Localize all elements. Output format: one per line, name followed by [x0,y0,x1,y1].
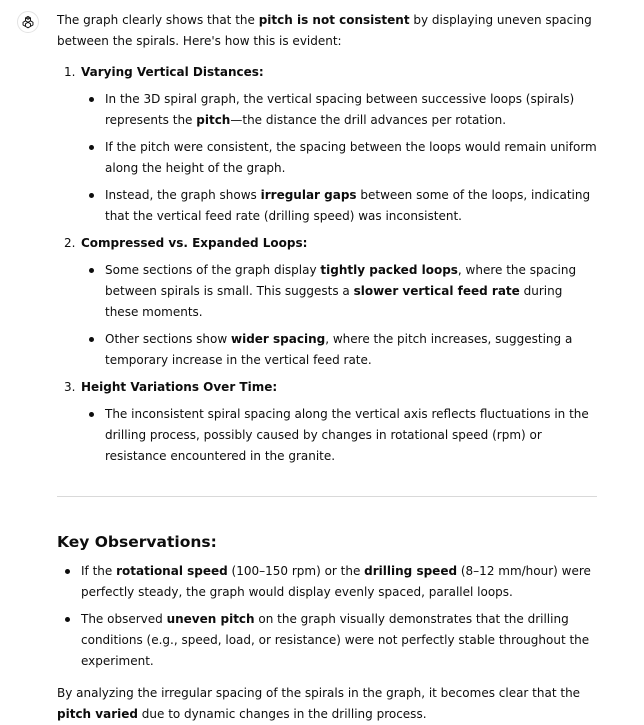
bullet-item: If the rotational speed (100–150 rpm) or the drilling speed (8–12 mm/hour) were perfectly steady, the graph would display evenly spaced, parallel loops. [57,561,597,603]
assistant-avatar [17,11,39,33]
bullet-item: In the 3D spiral graph, the vertical spacing between successive loops (spirals) represents the pitch—the distance the drill advances per rotation. [81,89,597,131]
evidence-item-2 [57,233,597,371]
closing-paragraph: By analyzing the irregular spacing of the spirals in the graph, it becomes clear that the pitch varied due to dynamic changes in the drilling process. [57,686,581,721]
key-observations-heading: Key Observations: [57,533,217,551]
bullet-item: The observed uneven pitch on the graph visually demonstrates that the drilling conditions (e.g., speed, load, or resistance) were not perfectly stable throughout the experiment. [57,609,597,672]
bullet-item: Other sections show wider spacing, where the pitch increases, suggesting a temporary increase in the vertical feed rate. [81,329,597,371]
assistant-message [57,10,597,725]
item-title: Varying Vertical Distances: [81,65,264,79]
item-number: 1. [64,65,76,79]
key-observations-list [57,561,597,672]
item-title: Height Variations Over Time: [81,380,278,394]
bullet-item: Instead, the graph shows irregular gaps between some of the loops, indicating that the vertical feed rate (drilling speed) was inconsistent. [81,185,597,227]
evidence-list [57,62,597,467]
section-divider [57,496,597,497]
item-title: Compressed vs. Expanded Loops: [81,236,308,250]
bullet-item: The inconsistent spiral spacing along the vertical axis reflects fluctuations in the drilling process, possibly caused by changes in rotational speed (rpm) or resistance encountered in the granite. [81,404,597,467]
evidence-item-3 [57,377,597,467]
item-number: 3. [64,380,76,394]
openai-logo-icon [21,15,35,29]
evidence-item-1 [57,62,597,227]
intro-paragraph: The graph clearly shows that the pitch is not consistent by displaying uneven spacing between the spirals. Here's how this is evident: [57,13,592,48]
bullet-item: If the pitch were consistent, the spacing between the loops would remain uniform along the height of the graph. [81,137,597,179]
bullet-item: Some sections of the graph display tightly packed loops, where the spacing between spirals is small. This suggests a slower vertical feed rate during these moments. [81,260,597,323]
item-number: 2. [64,236,76,250]
